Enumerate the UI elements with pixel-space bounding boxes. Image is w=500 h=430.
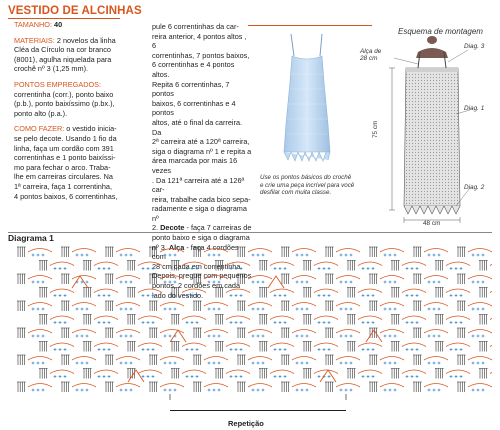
materials-section: MATERIAIS: 2 novelos da linha Cléa da Círculo na cor branco (8001), agulha niquelada para crochê nº 3 (1,25 mm). [14,35,116,74]
stitches-section: PONTOS EMPREGADOS: correntinha (corr.), ponto baixo (p.b.), ponto baixíssimo (p.bx.), ponto alto (p.a.). [14,79,115,118]
decote-heading: Decote [160,223,185,233]
diag1-label: Diag. 1 [464,105,485,112]
diag2-label: Diag. 2 [464,184,485,191]
assembly-schematic [360,34,492,228]
strap-label: Alça de 28 cm [360,48,382,62]
alca-heading: Alça [168,242,185,252]
diagram-title: Diagrama 1 [8,233,54,243]
photo-caption: Use os pontos básicos do crochê e crie uma peça incrível para você desfilar com muita classe. [260,174,355,197]
diag3-label: Diag. 3 [464,43,485,50]
width-dimension: 48 cm [423,220,441,227]
height-dimension: 75 cm [372,120,379,138]
how-to-section: COMO FAZER: o vestido inicia- se pelo decote. Usando 1 fio da linha, faça um cordão com 391 correntinhas e 1 ponto baixíssi- mo para fechar o arco. Traba- lhe em carreiras circulares. Na 1ª carreira, faça 1 correntinha, 4 pontos baixos, 6 correntinhas, [14,124,118,201]
instructions-column-2: pule 6 correntinhas da car- reira anterior, 4 pontos altos , 6 correntinhas, 7 pontos baixos, 6 correntinhas e 4 pontos altos. Repita 6 correntinhas, 7 pontos baixos, 6 correntinhas e 4 pontos altos, até o final da carreira. Da 2ª carreira até a 120ª carreira, siga o diagrama nº 1 e repita a área marcada por mais 16 vezes . Da 121ª carreira até a 126ª car- reira, trabalhe cada bico sepa- radamente e siga o diagrama nº 2. Decote - faça 7 carreiras de ponto baixo e siga o diagrama nº 3. Alça - faça 4 cordões com 28 cm cada em correntinha. Depois, pregue com pequenos pontos, 2 cordões em cada lado do vestido. [152,22,252,300]
repeat-label: Repetição [228,419,264,428]
size-line: TAMANHO: 40 [14,20,63,29]
instructions-column-1 [14,20,150,201]
title-underline [8,18,120,19]
crochet-chart [8,244,492,400]
dress-photo [258,34,358,174]
schematic-title: Esquema de montagem [398,27,483,36]
repeat-bracket [170,410,346,411]
section-divider [8,232,492,233]
page-title: VESTIDO DE ALCINHAS [8,5,142,17]
header-rule [248,25,372,26]
